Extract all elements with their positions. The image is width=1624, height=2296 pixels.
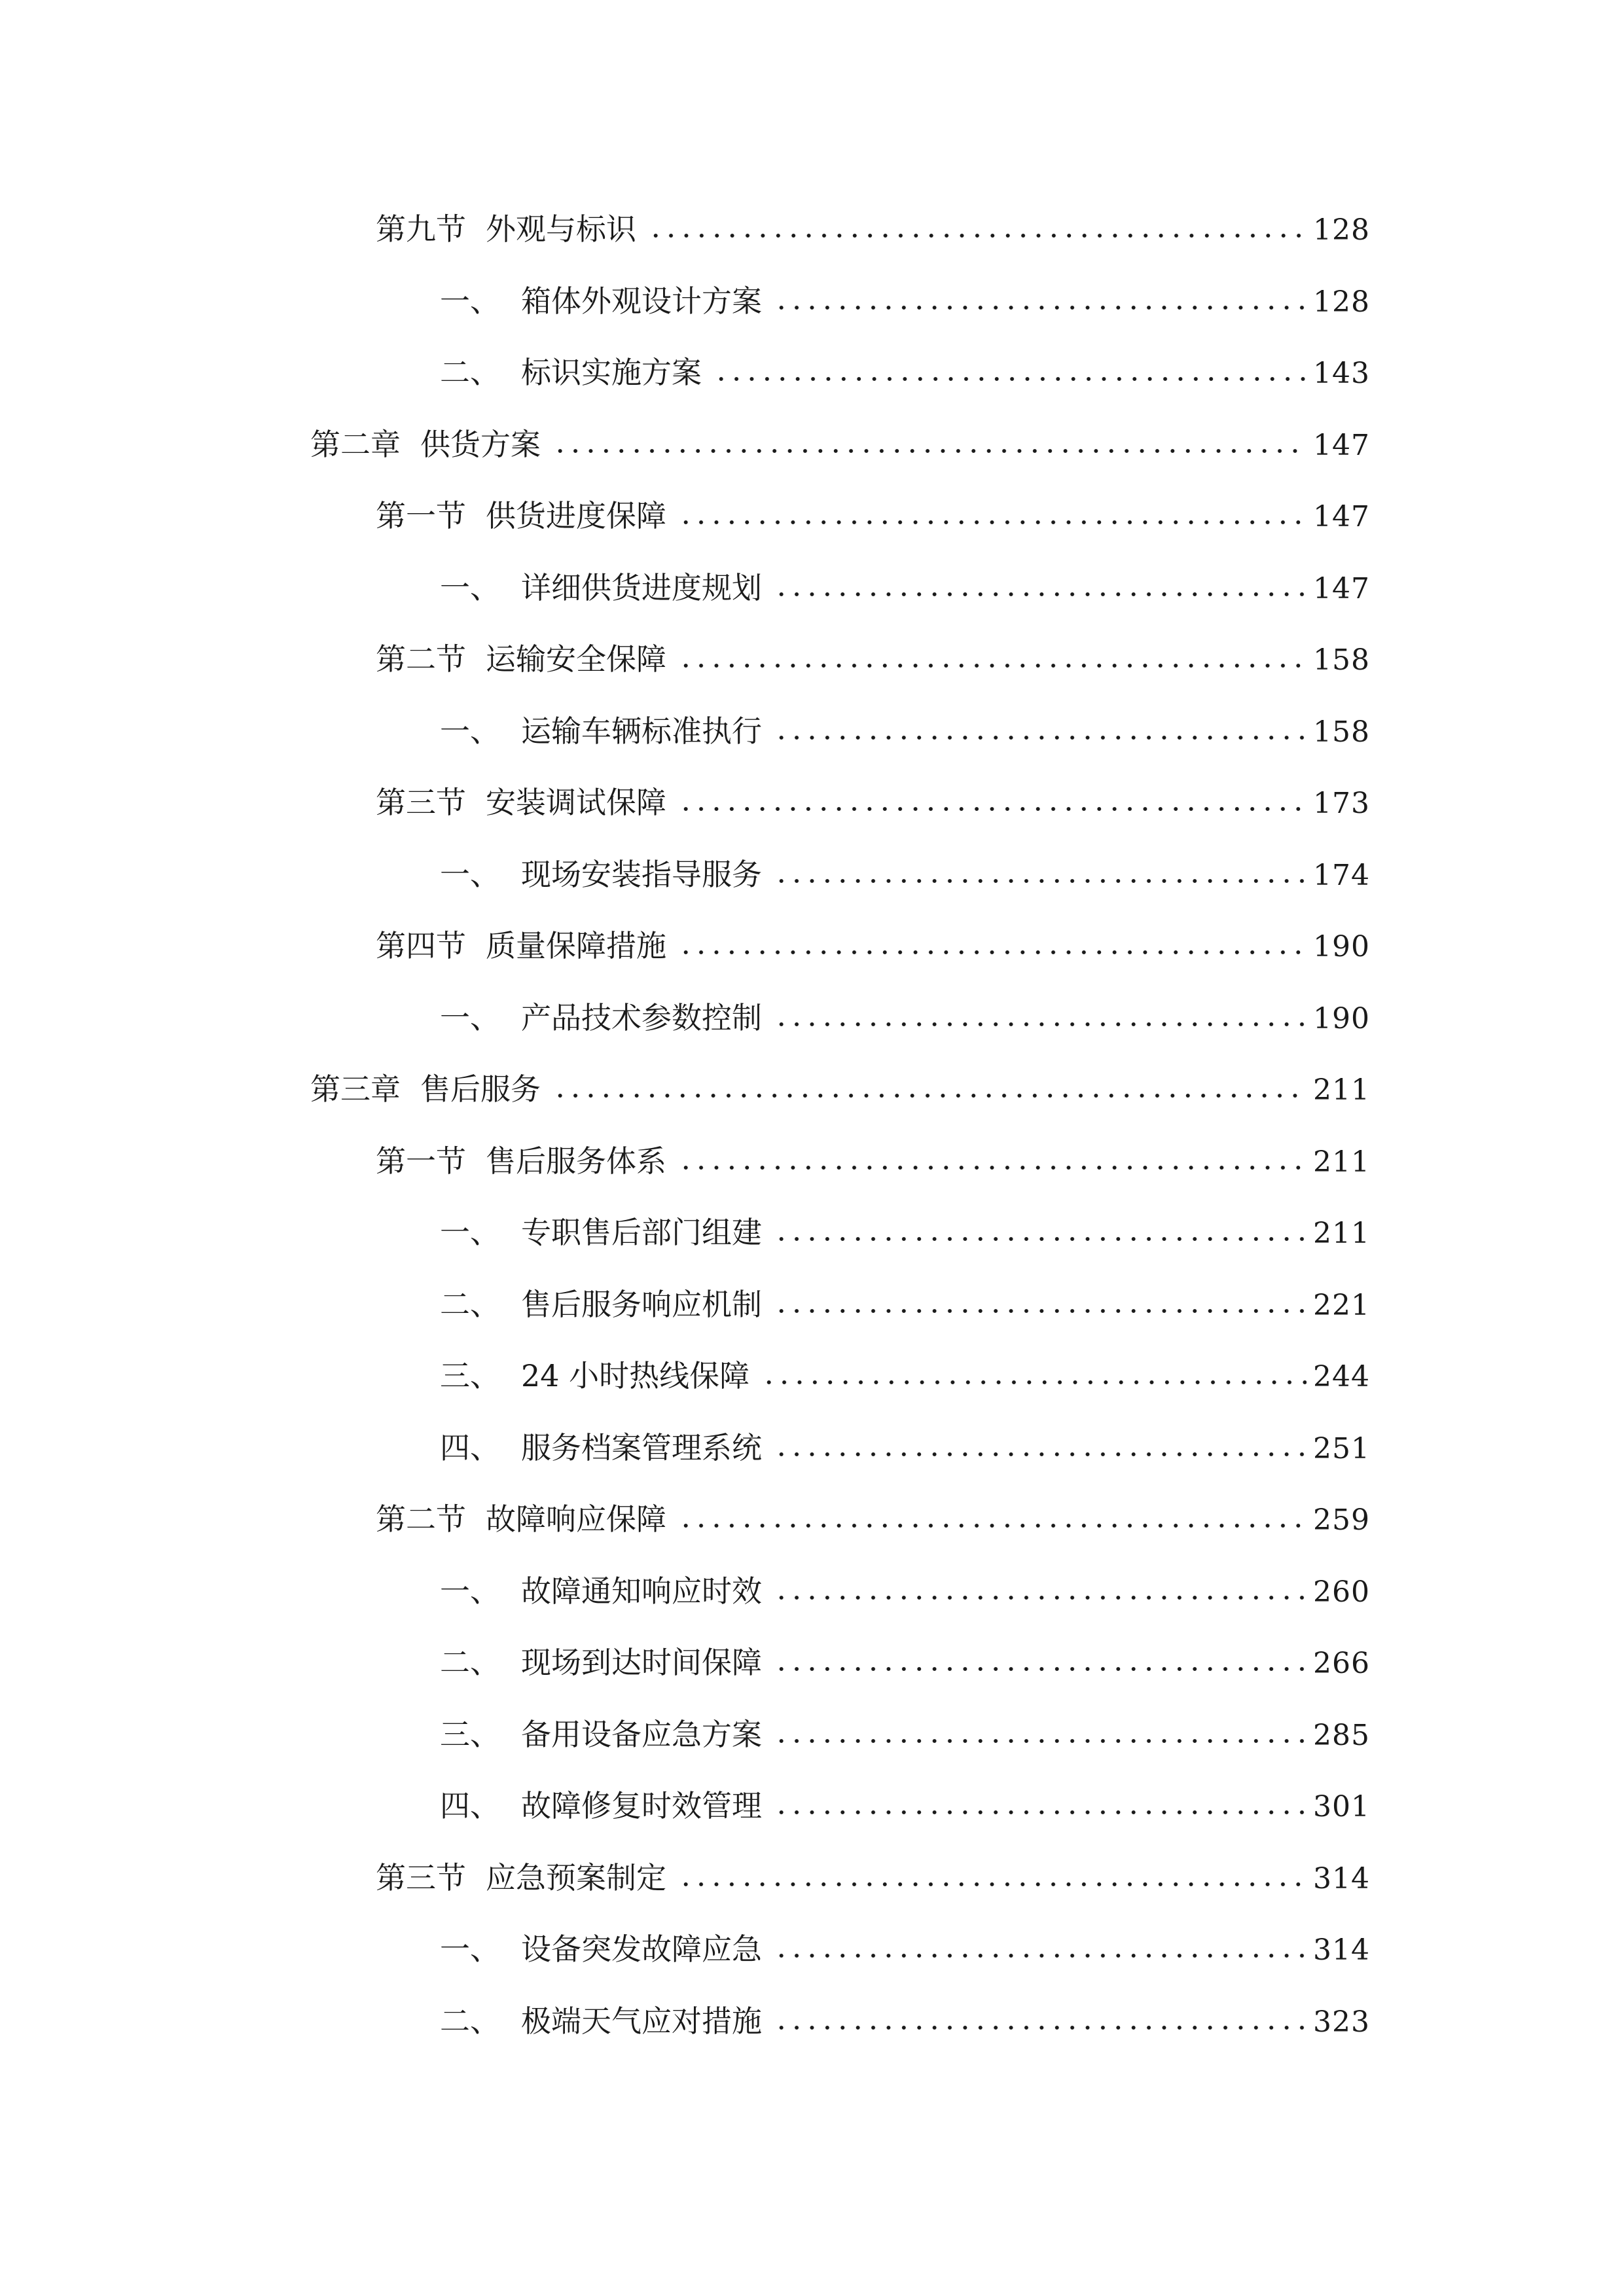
toc-dot-leader bbox=[771, 846, 1307, 885]
toc-entry-title: 24 小时热线保障 bbox=[521, 1358, 750, 1393]
toc-dot-leader bbox=[550, 1060, 1307, 1100]
toc-dot-leader bbox=[771, 1276, 1307, 1315]
toc-entry-line bbox=[440, 702, 1370, 752]
toc-entry-line bbox=[376, 1132, 1370, 1182]
toc-dot-leader bbox=[676, 487, 1307, 526]
toc-entry-title: 供货方案 bbox=[420, 426, 541, 462]
toc-entry[interactable] bbox=[0, 1480, 1624, 1552]
toc-entry-number: 二、 bbox=[440, 1286, 500, 1322]
toc-dot-leader bbox=[771, 989, 1307, 1028]
toc-entry[interactable] bbox=[0, 978, 1624, 1050]
toc-entry-page-number: 266 bbox=[1313, 1647, 1370, 1680]
toc-entry-number: 一、 bbox=[440, 999, 500, 1035]
toc-entry-page-number: 128 bbox=[1313, 285, 1370, 319]
toc-entry-number: 第四节 bbox=[376, 928, 466, 963]
toc-entry-line bbox=[440, 344, 1370, 393]
toc-entry[interactable] bbox=[0, 1336, 1624, 1408]
toc-entry-page-number: 190 bbox=[1313, 930, 1370, 963]
toc-entry-page-number: 147 bbox=[1313, 428, 1370, 462]
toc-entry-number: 一、 bbox=[440, 1573, 500, 1609]
toc-entry-number: 第三章 bbox=[310, 1071, 401, 1107]
toc-entry-page-number: 190 bbox=[1313, 1001, 1370, 1035]
toc-entry[interactable] bbox=[0, 1839, 1624, 1910]
toc-entry-page-number: 147 bbox=[1313, 500, 1370, 533]
toc-entry-number: 一、 bbox=[440, 713, 500, 749]
toc-entry-number: 第三节 bbox=[376, 785, 466, 820]
toc-entry[interactable] bbox=[0, 1408, 1624, 1480]
toc-entry-number: 三、 bbox=[440, 1716, 500, 1752]
toc-entry-number: 第二章 bbox=[310, 426, 401, 462]
toc-entry-page-number: 211 bbox=[1313, 1073, 1370, 1107]
toc-entry[interactable] bbox=[0, 692, 1624, 764]
toc-entry-title: 运输车辆标准执行 bbox=[521, 713, 762, 749]
toc-entry[interactable] bbox=[0, 333, 1624, 405]
toc-entry-title: 服务档案管理系统 bbox=[521, 1429, 762, 1465]
toc-entry-title: 箱体外观设计方案 bbox=[521, 283, 762, 319]
toc-entry-number: 一、 bbox=[440, 283, 500, 319]
toc-entry-line bbox=[440, 1634, 1370, 1683]
toc-entry[interactable] bbox=[0, 763, 1624, 835]
toc-entry-number: 第三节 bbox=[376, 1859, 466, 1895]
toc-entry-title: 安装调试保障 bbox=[486, 785, 666, 820]
toc-entry-line bbox=[310, 1060, 1370, 1110]
toc-entry-line bbox=[440, 1920, 1370, 1970]
toc-entry-line bbox=[376, 1490, 1370, 1540]
toc-entry-title: 故障修复时效管理 bbox=[521, 1788, 762, 1823]
toc-dot-leader bbox=[771, 1204, 1307, 1243]
toc-entry-title: 售后服务体系 bbox=[486, 1143, 666, 1179]
toc-dot-leader bbox=[771, 272, 1307, 312]
toc-entry[interactable] bbox=[0, 1050, 1624, 1122]
toc-entry-line bbox=[440, 1276, 1370, 1325]
toc-entry-number: 第一节 bbox=[376, 1143, 466, 1179]
toc-entry-number: 一、 bbox=[440, 856, 500, 892]
toc-entry-title: 详细供货进度规划 bbox=[521, 569, 762, 605]
toc-entry-title: 专职售后部门组建 bbox=[521, 1215, 762, 1250]
toc-entry[interactable] bbox=[0, 262, 1624, 334]
toc-entry-title: 现场安装指导服务 bbox=[521, 856, 762, 892]
toc-entry[interactable] bbox=[0, 835, 1624, 907]
toc-entry-page-number: 128 bbox=[1313, 213, 1370, 247]
toc-entry-number: 一、 bbox=[440, 1931, 500, 1967]
toc-entry-title: 故障通知响应时效 bbox=[521, 1573, 762, 1609]
toc-entry[interactable] bbox=[0, 1552, 1624, 1624]
toc-entry-title: 售后服务 bbox=[420, 1071, 541, 1107]
toc-entry[interactable] bbox=[0, 1910, 1624, 1982]
toc-entry[interactable] bbox=[0, 476, 1624, 548]
toc-entry-number: 第二节 bbox=[376, 1501, 466, 1537]
toc-dot-leader bbox=[550, 416, 1307, 455]
toc-entry-number: 二、 bbox=[440, 355, 500, 390]
toc-entry-page-number: 158 bbox=[1313, 715, 1370, 749]
toc-entry-line bbox=[440, 1777, 1370, 1827]
toc-entry[interactable] bbox=[0, 1695, 1624, 1767]
toc-dot-leader bbox=[676, 630, 1307, 670]
toc-entry-title: 售后服务响应机制 bbox=[521, 1286, 762, 1322]
toc-entry-line bbox=[376, 917, 1370, 967]
toc-entry[interactable] bbox=[0, 190, 1624, 262]
toc-entry-title: 标识实施方案 bbox=[521, 355, 702, 390]
toc-entry[interactable] bbox=[0, 1767, 1624, 1839]
toc-dot-leader bbox=[771, 1634, 1307, 1673]
toc-entry-line bbox=[440, 1992, 1370, 2042]
toc-entry-line bbox=[440, 1204, 1370, 1253]
toc-entry-line bbox=[440, 1562, 1370, 1612]
toc-entry-line bbox=[376, 200, 1370, 250]
toc-entry-title: 质量保障措施 bbox=[486, 928, 666, 963]
toc-entry-title: 运输安全保障 bbox=[486, 641, 666, 677]
toc-entry[interactable] bbox=[0, 1193, 1624, 1265]
toc-entry-line bbox=[376, 487, 1370, 537]
toc-entry-title: 现场到达时间保障 bbox=[521, 1645, 762, 1680]
toc-dot-leader bbox=[771, 1777, 1307, 1816]
toc-entry-page-number: 259 bbox=[1313, 1503, 1370, 1537]
toc-entry[interactable] bbox=[0, 1265, 1624, 1337]
toc-entry-line bbox=[376, 1849, 1370, 1899]
toc-dot-leader bbox=[676, 1132, 1307, 1172]
toc-entry[interactable] bbox=[0, 405, 1624, 477]
toc-entry-number: 四、 bbox=[440, 1429, 500, 1465]
toc-dot-leader bbox=[676, 774, 1307, 813]
toc-entry-line bbox=[440, 1419, 1370, 1469]
toc-dot-leader bbox=[711, 344, 1307, 383]
toc-dot-leader bbox=[771, 1562, 1307, 1602]
toc-entry-page-number: 211 bbox=[1313, 1217, 1370, 1250]
toc-dot-leader bbox=[771, 1419, 1307, 1458]
toc-entry-page-number: 314 bbox=[1313, 1861, 1370, 1895]
toc-dot-leader bbox=[771, 1706, 1307, 1745]
toc-entry-number: 第一节 bbox=[376, 498, 466, 533]
toc-entry[interactable] bbox=[0, 1982, 1624, 2054]
toc-entry-line bbox=[376, 630, 1370, 680]
toc-dot-leader bbox=[771, 559, 1307, 598]
toc-entry[interactable] bbox=[0, 620, 1624, 692]
toc-entry-number: 第九节 bbox=[376, 211, 466, 247]
toc-entry-number: 三、 bbox=[440, 1358, 500, 1393]
toc-entry-line bbox=[440, 1706, 1370, 1755]
toc-entry-page-number: 147 bbox=[1313, 571, 1370, 605]
toc-entry-title: 故障响应保障 bbox=[486, 1501, 666, 1537]
toc-entry[interactable] bbox=[0, 548, 1624, 620]
toc-entry-page-number: 251 bbox=[1313, 1431, 1370, 1465]
toc-entry-page-number: 285 bbox=[1313, 1718, 1370, 1752]
toc-dot-leader bbox=[759, 1347, 1307, 1386]
toc-entry-line bbox=[310, 416, 1370, 465]
toc-entry-page-number: 143 bbox=[1313, 357, 1370, 390]
toc-dot-leader bbox=[645, 200, 1307, 240]
toc-entry-number: 一、 bbox=[440, 569, 500, 605]
toc-dot-leader bbox=[676, 1490, 1307, 1530]
toc-entry-page-number: 221 bbox=[1313, 1288, 1370, 1322]
toc-dot-leader bbox=[676, 1849, 1307, 1888]
toc-entry-line bbox=[440, 989, 1370, 1039]
table-of-contents bbox=[0, 190, 1624, 2053]
toc-entry-title: 应急预案制定 bbox=[486, 1859, 666, 1895]
toc-entry-page-number: 301 bbox=[1313, 1790, 1370, 1823]
toc-entry-title: 外观与标识 bbox=[486, 211, 636, 247]
toc-entry-title: 备用设备应急方案 bbox=[521, 1716, 762, 1752]
toc-entry-page-number: 244 bbox=[1313, 1360, 1370, 1393]
toc-entry-page-number: 174 bbox=[1313, 858, 1370, 892]
toc-entry-title: 设备突发故障应急 bbox=[521, 1931, 762, 1967]
toc-dot-leader bbox=[771, 1992, 1307, 2032]
toc-dot-leader bbox=[771, 702, 1307, 742]
toc-entry-number: 第二节 bbox=[376, 641, 466, 677]
toc-entry-page-number: 158 bbox=[1313, 643, 1370, 677]
toc-entry-number: 二、 bbox=[440, 2003, 500, 2039]
toc-entry-page-number: 314 bbox=[1313, 1933, 1370, 1967]
toc-entry-number: 一、 bbox=[440, 1215, 500, 1250]
toc-entry-number: 四、 bbox=[440, 1788, 500, 1823]
toc-entry-number: 二、 bbox=[440, 1645, 500, 1680]
toc-entry[interactable] bbox=[0, 906, 1624, 978]
toc-dot-leader bbox=[676, 917, 1307, 956]
toc-entry[interactable] bbox=[0, 1122, 1624, 1194]
toc-dot-leader bbox=[771, 1920, 1307, 1960]
toc-entry-line bbox=[440, 559, 1370, 609]
toc-entry[interactable] bbox=[0, 1623, 1624, 1695]
toc-entry-page-number: 260 bbox=[1313, 1575, 1370, 1609]
toc-entry-line bbox=[440, 846, 1370, 895]
toc-entry-page-number: 323 bbox=[1313, 2005, 1370, 2039]
toc-entry-line bbox=[376, 774, 1370, 823]
toc-entry-title: 极端天气应对措施 bbox=[521, 2003, 762, 2039]
toc-entry-line bbox=[440, 272, 1370, 322]
toc-entry-page-number: 211 bbox=[1313, 1145, 1370, 1179]
toc-entry-title: 供货进度保障 bbox=[486, 498, 666, 533]
toc-entry-page-number: 173 bbox=[1313, 787, 1370, 820]
toc-entry-title: 产品技术参数控制 bbox=[521, 999, 762, 1035]
toc-entry-line bbox=[440, 1347, 1370, 1397]
